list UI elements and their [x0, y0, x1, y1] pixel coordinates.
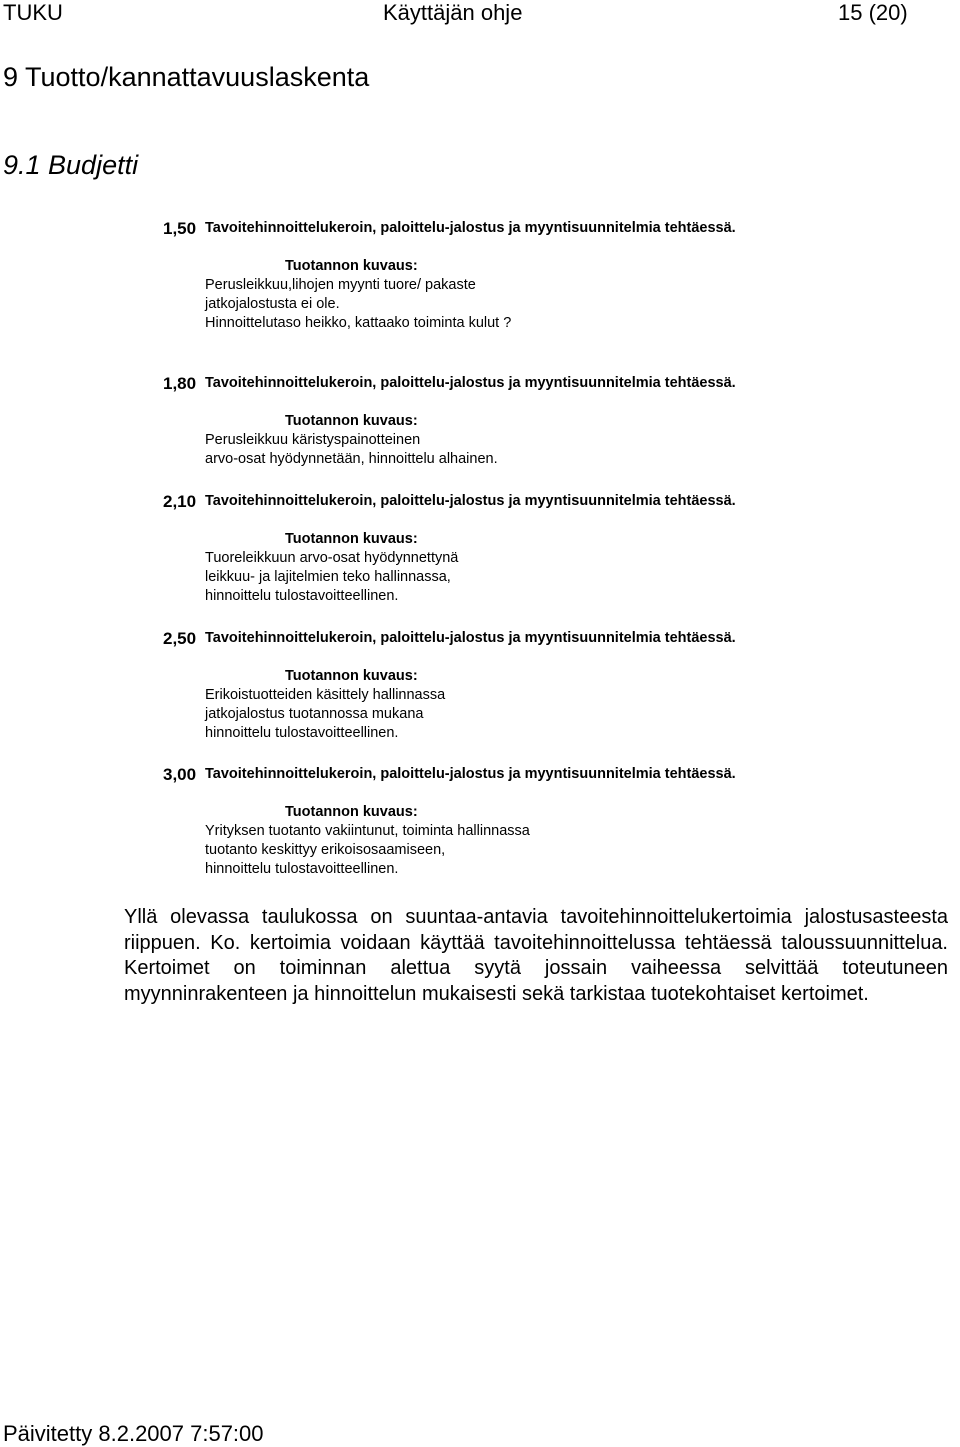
description-line: hinnoittelu tulostavoitteellinen. — [205, 725, 399, 741]
description-line: Perusleikkuu,lihojen myynti tuore/ pakaste — [205, 277, 476, 293]
header-document-title: Käyttäjän ohje — [383, 0, 523, 25]
coefficient-heading: Tavoitehinnoittelukeroin, paloittelu-jalostus ja myyntisuunnitelmia tehtäessä. — [205, 766, 736, 782]
description-line: Tuoreleikkuun arvo-osat hyödynnettynä — [205, 550, 459, 566]
coefficient-value: 2,10 — [163, 492, 197, 511]
description-line: jatkojalostus tuotannossa mukana — [205, 706, 424, 722]
coefficient-heading: Tavoitehinnoittelukeroin, paloittelu-jalostus ja myyntisuunnitelmia tehtäessä. — [205, 220, 736, 236]
description-line: Yrityksen tuotanto vakiintunut, toiminta hallinnassa — [205, 823, 530, 839]
description-line: tuotanto keskittyy erikoisosaamiseen, — [205, 842, 446, 858]
coefficient-value: 3,00 — [163, 765, 197, 784]
production-description — [205, 276, 511, 333]
header-page-number: 15 (20) — [838, 0, 908, 25]
updated-timestamp: Päivitetty 8.2.2007 7:57:00 — [3, 1421, 264, 1446]
coefficient-value: 1,80 — [163, 374, 197, 393]
description-line: Hinnoittelutaso heikko, kattaako toiminta kulut ? — [205, 315, 512, 331]
explanatory-paragraph: Yllä olevassa taulukossa on suuntaa-antavia tavoitehinnoittelukertoimia jalostusasteesta riippuen. Ko. kertoimia voidaan käyttää tavoitehinnoittelussa tehtäessä taloussuunnittelua. Kertoimet on toiminnan alettua syytä jossain vaiheessa selvittää toteutuneen myynninrakenteen ja hinnoittelun mukaisesti sekä tarkistaa tuotekohtaiset kertoimet. — [124, 906, 948, 1005]
production-description-label: Tuotannon kuvaus: — [285, 258, 418, 274]
production-description-label: Tuotannon kuvaus: — [285, 668, 418, 684]
production-description — [205, 549, 458, 606]
description-line: arvo-osat hyödynnetään, hinnoittelu alhainen. — [205, 451, 498, 467]
coefficient-value: 2,50 — [163, 629, 197, 648]
production-description-label: Tuotannon kuvaus: — [285, 531, 418, 547]
production-description-label: Tuotannon kuvaus: — [285, 804, 418, 820]
description-line: Perusleikkuu käristyspainotteinen — [205, 432, 421, 448]
description-line: hinnoittelu tulostavoitteellinen. — [205, 588, 399, 604]
description-line: hinnoittelu tulostavoitteellinen. — [205, 861, 399, 877]
production-description — [205, 686, 445, 743]
section-heading: 9 Tuotto/kannattavuuslaskenta — [3, 62, 370, 92]
subsection-heading: 9.1 Budjetti — [3, 150, 139, 180]
production-description — [205, 822, 530, 879]
coefficient-heading: Tavoitehinnoittelukeroin, paloittelu-jalostus ja myyntisuunnitelmia tehtäessä. — [205, 493, 736, 509]
production-description — [205, 431, 498, 469]
description-line: Erikoistuotteiden käsittely hallinnassa — [205, 687, 446, 703]
page-header — [0, 0, 960, 28]
coefficient-heading: Tavoitehinnoittelukeroin, paloittelu-jalostus ja myyntisuunnitelmia tehtäessä. — [205, 375, 736, 391]
description-line: jatkojalostusta ei ole. — [205, 296, 340, 312]
coefficient-heading: Tavoitehinnoittelukeroin, paloittelu-jalostus ja myyntisuunnitelmia tehtäessä. — [205, 630, 736, 646]
header-product: TUKU — [3, 0, 63, 25]
coefficient-value: 1,50 — [163, 219, 197, 238]
production-description-label: Tuotannon kuvaus: — [285, 413, 418, 429]
description-line: leikkuu- ja lajitelmien teko hallinnassa, — [205, 569, 451, 585]
